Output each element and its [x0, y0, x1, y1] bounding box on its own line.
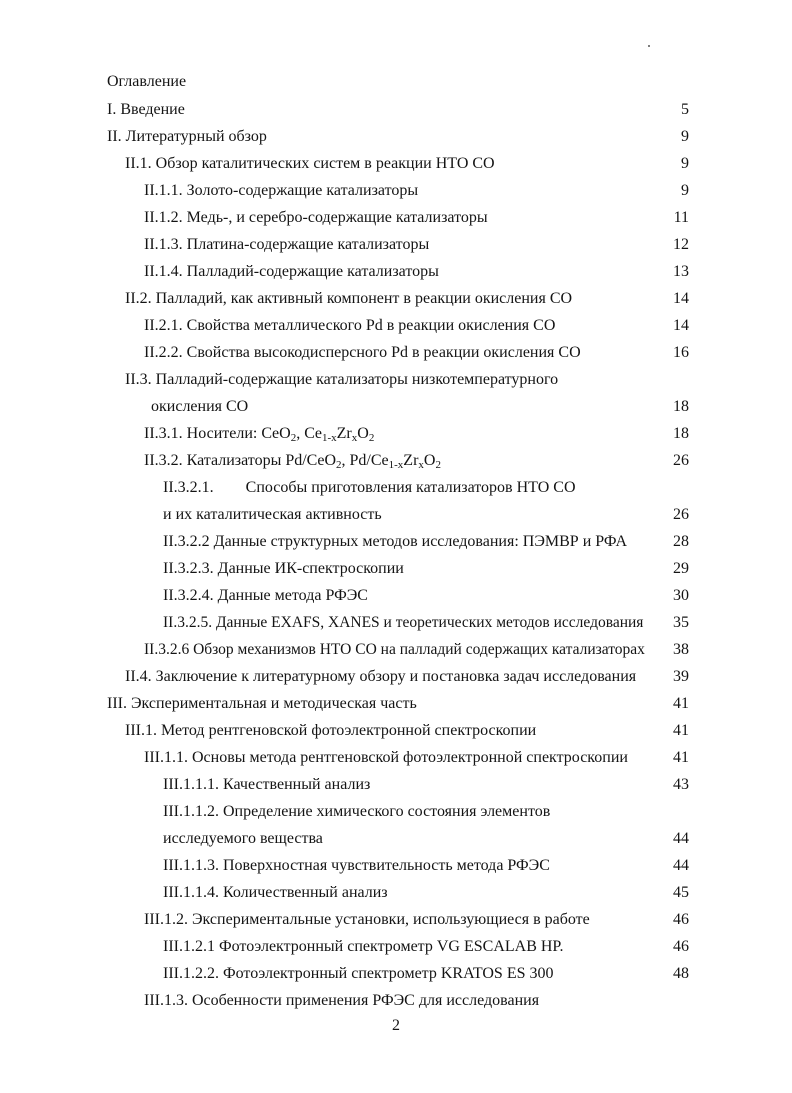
toc-entry-text: II.1. Обзор каталитических систем в реакции НТО СО: [125, 155, 495, 172]
toc-entry: [163, 585, 689, 607]
toc-entry: [144, 234, 689, 256]
toc-entry: [163, 531, 689, 553]
toc-entry-text: II.1.2. Медь-, и серебро-содержащие катализаторы: [144, 209, 488, 226]
toc-entry-page: 44: [673, 830, 689, 847]
toc-entry-text: II.3. Палладий-содержащие катализаторы низкотемпературного: [125, 371, 559, 388]
toc-entry-page: 41: [673, 722, 689, 739]
toc-entry-page: 35: [673, 614, 689, 631]
toc-entry-text: II.2.1. Свойства металлического Pd в реакции окисления СО: [144, 317, 556, 334]
toc-entry-page: 18: [673, 398, 689, 415]
toc-entry: [163, 477, 689, 499]
toc-entry-page: 41: [673, 695, 689, 712]
toc-entry-page: 45: [673, 884, 689, 901]
toc-entry: [125, 153, 689, 175]
toc-entry: [107, 99, 689, 121]
toc-entry-text: II.3.2. Катализаторы Pd/CeO$_2$, $Pd/Ce_{1-x}Zr_xO_2$: [144, 452, 441, 471]
toc-entry-page: 48: [673, 965, 689, 982]
toc-entry-text: III.1.1.2. Определение химического состояния элементов: [163, 803, 551, 820]
toc-entry-text: II.1.1. Золото-содержащие катализаторы: [144, 182, 419, 199]
toc-entry: [144, 180, 689, 202]
toc-entry-text: III.1.2.1 Фотоэлектронный спектрометр VG ESCALAB HP.: [163, 938, 564, 955]
toc-entry: [144, 207, 689, 229]
toc-entry: [125, 666, 689, 688]
toc-entry-text: III.1.3. Особенности применения РФЭС для исследования: [144, 992, 540, 1009]
toc-entry: [163, 504, 689, 526]
toc-entry: [107, 693, 689, 715]
toc-entry-page: 46: [673, 911, 689, 928]
toc-entry: [163, 612, 689, 634]
toc-entry: [144, 315, 689, 337]
toc-entry: [144, 747, 689, 769]
toc-entry-text: II.3.2.1. Способы приготовления катализаторов НТО СО: [163, 479, 576, 496]
toc-entry: [144, 990, 689, 1012]
toc-entry-page: 18: [673, 425, 689, 442]
toc-entry-page: 26: [673, 452, 689, 469]
toc-entry: [125, 369, 689, 391]
toc-entry-text: II.3.2.4. Данные метода РФЭС: [163, 587, 368, 604]
toc-entry-text: исследуемого вещества: [163, 830, 323, 847]
toc-entry-text: III.1.1.4. Количественный анализ: [163, 884, 388, 901]
toc-entry-text: III.1.1. Основы метода рентгеновской фотоэлектронной спектроскопии: [144, 749, 628, 766]
toc-entry-page: 11: [673, 209, 689, 226]
toc-entry: [125, 720, 689, 742]
toc-entry-page: 43: [673, 776, 689, 793]
toc-entry-text: III.1.1.1. Качественный анализ: [163, 776, 371, 793]
toc-entry-text: II.2.2. Свойства высокодисперсного Pd в реакции окисления СО: [144, 344, 581, 361]
toc-entry: [163, 801, 689, 823]
toc-entry-page: 9: [681, 155, 689, 172]
toc-entry-text: III.1. Метод рентгеновской фотоэлектронной спектроскопии: [125, 722, 537, 739]
toc-entry-page: 16: [673, 344, 689, 361]
toc-entry-text: I. Введение: [107, 101, 185, 118]
toc-entry-page: 30: [673, 587, 689, 604]
toc-entry: [125, 288, 689, 310]
toc-entry: [163, 828, 689, 850]
toc-entry-page: 14: [673, 290, 689, 307]
toc-entry-page: 39: [673, 668, 689, 685]
toc-entry-page: 12: [673, 236, 689, 253]
page-number: 2: [392, 1017, 400, 1034]
toc-entry-text: и их каталитическая активность: [163, 506, 382, 523]
toc-entry-text: II.3.1. Носители: CeO$_2$, $Ce_{1-x}Zr_xO_2$: [144, 425, 375, 444]
toc-entry-text: III.1.2.2. Фотоэлектронный спектрометр KRATOS ES 300: [163, 965, 554, 982]
toc-entry-page: 44: [673, 857, 689, 874]
toc-entry-text: II.3.2.2 Данные структурных методов исследования: ПЭМВР и РФА: [163, 533, 628, 550]
toc-entry-text: окисления СО: [151, 398, 249, 415]
scan-speck: [648, 45, 650, 47]
toc-entry-text: II.2. Палладий, как активный компонент в реакции окисления СО: [125, 290, 573, 307]
toc-entry: [144, 342, 689, 364]
toc-entry-page: 26: [673, 506, 689, 523]
toc-entry-page: 9: [681, 128, 689, 145]
toc-entry-page: 14: [673, 317, 689, 334]
toc-entry: [151, 396, 689, 418]
toc-entry: [144, 639, 689, 661]
toc-entry-page: 38: [673, 641, 689, 658]
toc-entry: [144, 450, 689, 472]
toc-entry: [163, 774, 689, 796]
toc-entry-text: II. Литературный обзор: [107, 128, 267, 145]
toc-entry-text: III.1.2. Экспериментальные установки, использующиеся в работе: [144, 911, 590, 928]
toc-entry: [144, 261, 689, 283]
toc-entry: [144, 909, 689, 931]
toc-entry-page: 41: [673, 749, 689, 766]
toc-entry-text: II.1.3. Платина-содержащие катализаторы: [144, 236, 430, 253]
toc-entry-page: 28: [673, 533, 689, 550]
toc-entry-text: III. Экспериментальная и методическая часть: [107, 695, 417, 712]
toc-entry-page: 13: [673, 263, 689, 280]
toc-entry-page: 46: [673, 938, 689, 955]
toc-entry-text: III.1.1.3. Поверхностная чувствительность метода РФЭС: [163, 857, 550, 874]
toc-entry: [163, 855, 689, 877]
toc-entry-page: 29: [673, 560, 689, 577]
toc-entry: [163, 882, 689, 904]
toc-title: Оглавление: [107, 73, 187, 90]
toc-entry: [163, 936, 689, 958]
toc-entry-page: 5: [681, 101, 689, 118]
toc-entry-text: II.3.2.5. Данные EXAFS, XANES и теоретических методов исследования: [163, 614, 644, 631]
toc-entry-text: II.1.4. Палладий-содержащие катализаторы: [144, 263, 439, 280]
toc-entry: [107, 126, 689, 148]
toc-entry-text: II.3.2.3. Данные ИК-спектроскопии: [163, 560, 404, 577]
toc-entry: [163, 963, 689, 985]
toc-entry-text: II.3.2.6 Обзор механизмов НТО СО на палладий содержащих катализаторах: [144, 641, 645, 658]
toc-entry: [144, 423, 689, 445]
toc-entry: [163, 558, 689, 580]
toc-entry-page: 9: [681, 182, 689, 199]
toc-entry-text: II.4. Заключение к литературному обзору и постановка задач исследования: [125, 668, 637, 685]
